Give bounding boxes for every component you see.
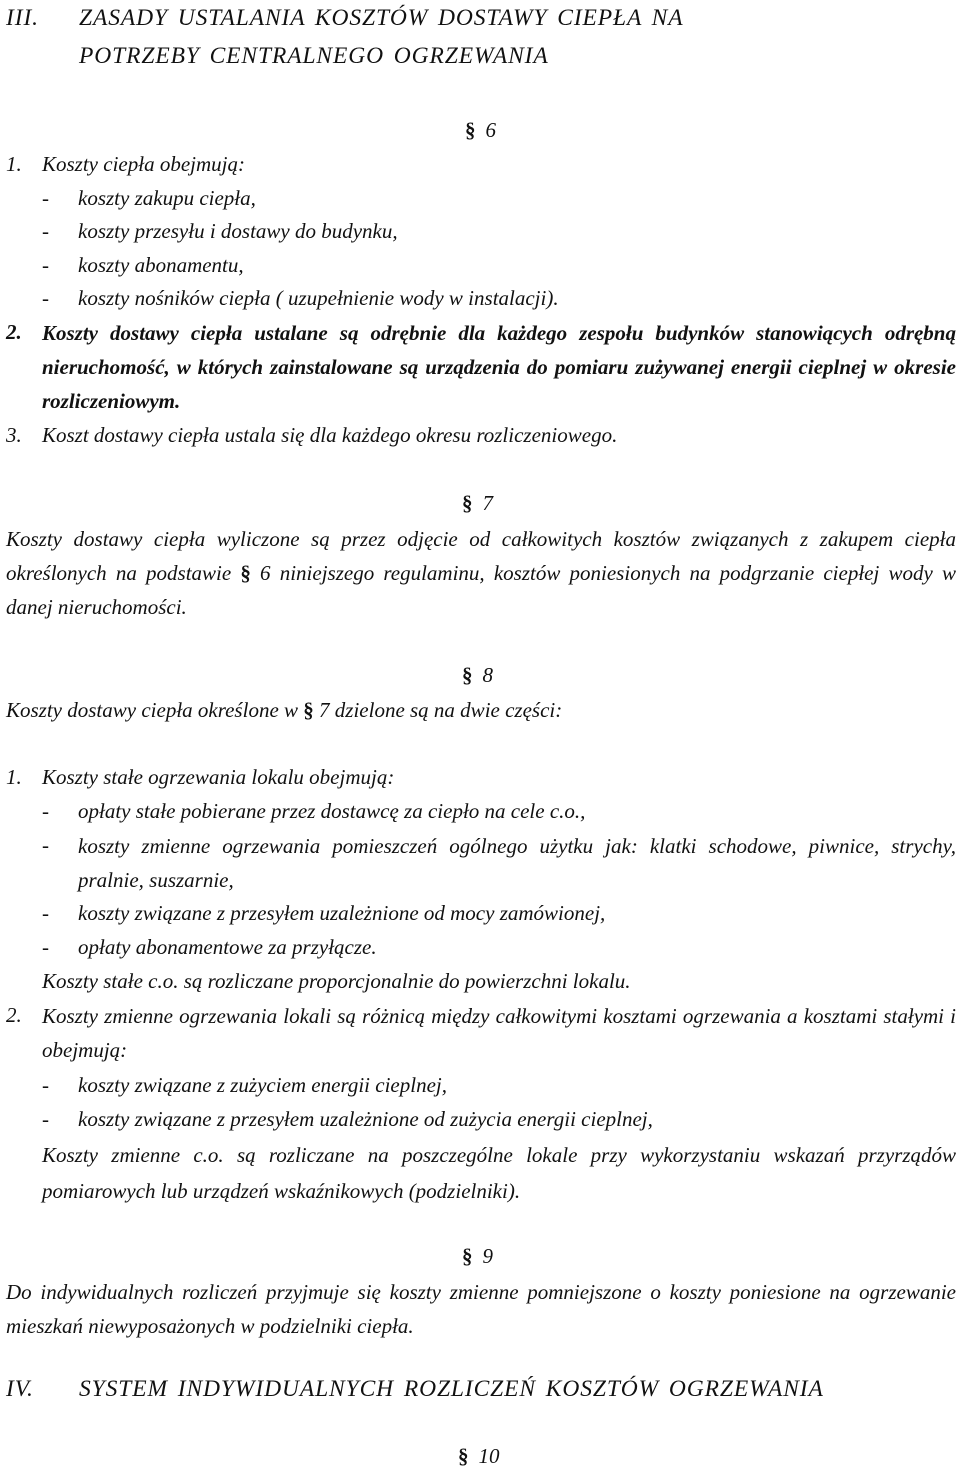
list-number: 2. bbox=[6, 1003, 22, 1027]
list-item-text: Koszt dostawy ciepła ustala się dla każdego okresu rozliczeniowego. bbox=[42, 423, 618, 447]
bullet-dash: - bbox=[42, 935, 49, 959]
paragraph-heading-6 bbox=[465, 114, 496, 147]
paragraph-sign: § bbox=[462, 491, 473, 515]
section-title-line-2: POTRZEBY CENTRALNEGO OGRZEWANIA bbox=[79, 43, 549, 69]
bullet-dash: - bbox=[42, 286, 49, 310]
paragraph-text: Do indywidualnych rozliczeń przyjmuje się koszty zmienne pomniejszone o koszty poniesione na ogrzewanie mieszkań niewyposażonych w podzielniki ciepła. bbox=[6, 1280, 956, 1338]
bullet-text: koszty zakupu ciepła, bbox=[78, 186, 256, 210]
bullet-text: opłaty stałe pobierane przez dostawcę za ciepło na cele c.o., bbox=[78, 799, 586, 823]
section-title-line-1: ZASADY USTALANIA KOSZTÓW DOSTAWY CIEPŁA NA bbox=[79, 5, 684, 31]
note-text: Koszty zmienne c.o. są rozliczane na poszczególne lokale przy wykorzystaniu wskazań przyrządów pomiarowych lub urządzeń wskaźnikowych (podzielniki). bbox=[42, 1143, 956, 1203]
bullet-text: koszty nośników ciepła ( uzupełnienie wody w instalacji). bbox=[78, 286, 559, 310]
list-item-text: Koszty zmienne ogrzewania lokali są różnicą między całkowitymi kosztami ogrzewania a kosztami stałymi i obejmują: bbox=[42, 1004, 956, 1062]
paragraph-number: 9 bbox=[482, 1244, 493, 1268]
bullet-text: koszty związane z zużyciem energii cieplnej, bbox=[78, 1073, 447, 1097]
bullet-dash: - bbox=[42, 901, 49, 925]
section-number: III. bbox=[6, 5, 39, 31]
paragraph-heading-8 bbox=[462, 659, 493, 692]
bullet-dash: - bbox=[42, 253, 49, 277]
paragraph-number: 10 bbox=[478, 1444, 500, 1468]
text-run: dzielone są na dwie części: bbox=[334, 698, 563, 722]
paragraph-sign: § bbox=[303, 698, 314, 722]
list-item-text: Koszty stałe ogrzewania lokalu obejmują: bbox=[42, 765, 395, 789]
paragraph-intro bbox=[6, 694, 562, 727]
text-run: Koszty dostawy ciepła określone w bbox=[6, 698, 299, 722]
list-item-text: Koszty ciepła obejmują: bbox=[42, 152, 245, 176]
paragraph-number: 7 bbox=[482, 491, 493, 515]
note-text: Koszty stałe c.o. są rozliczane proporcjonalnie do powierzchni lokalu. bbox=[42, 969, 631, 993]
bullet-text: koszty zmienne ogrzewania pomieszczeń ogólnego użytku jak: klatki schodowe, piwnice, strychy, pralnie, suszarnie, bbox=[78, 834, 956, 892]
paragraph-sign: § bbox=[458, 1444, 469, 1468]
bullet-text: koszty związane z przesyłem uzależnione od mocy zamówionej, bbox=[78, 901, 606, 925]
bullet-dash: - bbox=[42, 1107, 49, 1131]
bullet-dash: - bbox=[42, 833, 49, 857]
paragraph-heading-9 bbox=[462, 1240, 493, 1273]
section-title: SYSTEM INDYWIDUALNYCH ROZLICZEŃ KOSZTÓW OGRZEWANIA bbox=[79, 1376, 824, 1402]
list-number: 1. bbox=[6, 765, 22, 789]
list-number: 2. bbox=[6, 320, 22, 344]
bullet-text: koszty abonamentu, bbox=[78, 253, 244, 277]
bullet-dash: - bbox=[42, 1073, 49, 1097]
bullet-text: koszty związane z przesyłem uzależnione od zużycia energii cieplnej, bbox=[78, 1107, 653, 1131]
bullet-dash: - bbox=[42, 219, 49, 243]
paragraph-sign: § bbox=[465, 118, 476, 142]
text-run: Koszty dostawy ciepła wyliczone są przez odjęcie od całkowitych kosztów związanych z zakupem ciepła określonych na podstawie bbox=[6, 527, 956, 585]
paragraph-ref: 7 bbox=[319, 698, 330, 722]
list-number: 3. bbox=[6, 423, 22, 447]
text-run: niniejszego regulaminu, kosztów poniesionych na podgrzanie ciepłej wody w danej nieruchomości. bbox=[6, 561, 956, 619]
section-number: IV. bbox=[6, 1376, 34, 1402]
paragraph-heading-7 bbox=[462, 487, 493, 520]
list-item-text-bold: Koszty dostawy ciepła ustalane są odrębnie dla każdego zespołu budynków stanowiących odrębną nieruchomość, w których zainstalowane są urządzenia do pomiaru zużywanej energii cieplnej w okresie rozliczeniowym. bbox=[42, 321, 956, 413]
bullet-text: opłaty abonamentowe za przyłącze. bbox=[78, 935, 377, 959]
paragraph-ref: 6 bbox=[260, 561, 271, 585]
bullet-text: koszty przesyłu i dostawy do budynku, bbox=[78, 219, 398, 243]
list-number: 1. bbox=[6, 152, 22, 176]
paragraph-sign: § bbox=[240, 561, 251, 585]
paragraph-number: 6 bbox=[485, 118, 496, 142]
paragraph-sign: § bbox=[462, 663, 473, 687]
bullet-dash: - bbox=[42, 799, 49, 823]
paragraph-text bbox=[6, 522, 956, 624]
paragraph-heading-10 bbox=[458, 1440, 500, 1473]
bullet-dash: - bbox=[42, 186, 49, 210]
paragraph-number: 8 bbox=[482, 663, 493, 687]
paragraph-sign: § bbox=[462, 1244, 473, 1268]
